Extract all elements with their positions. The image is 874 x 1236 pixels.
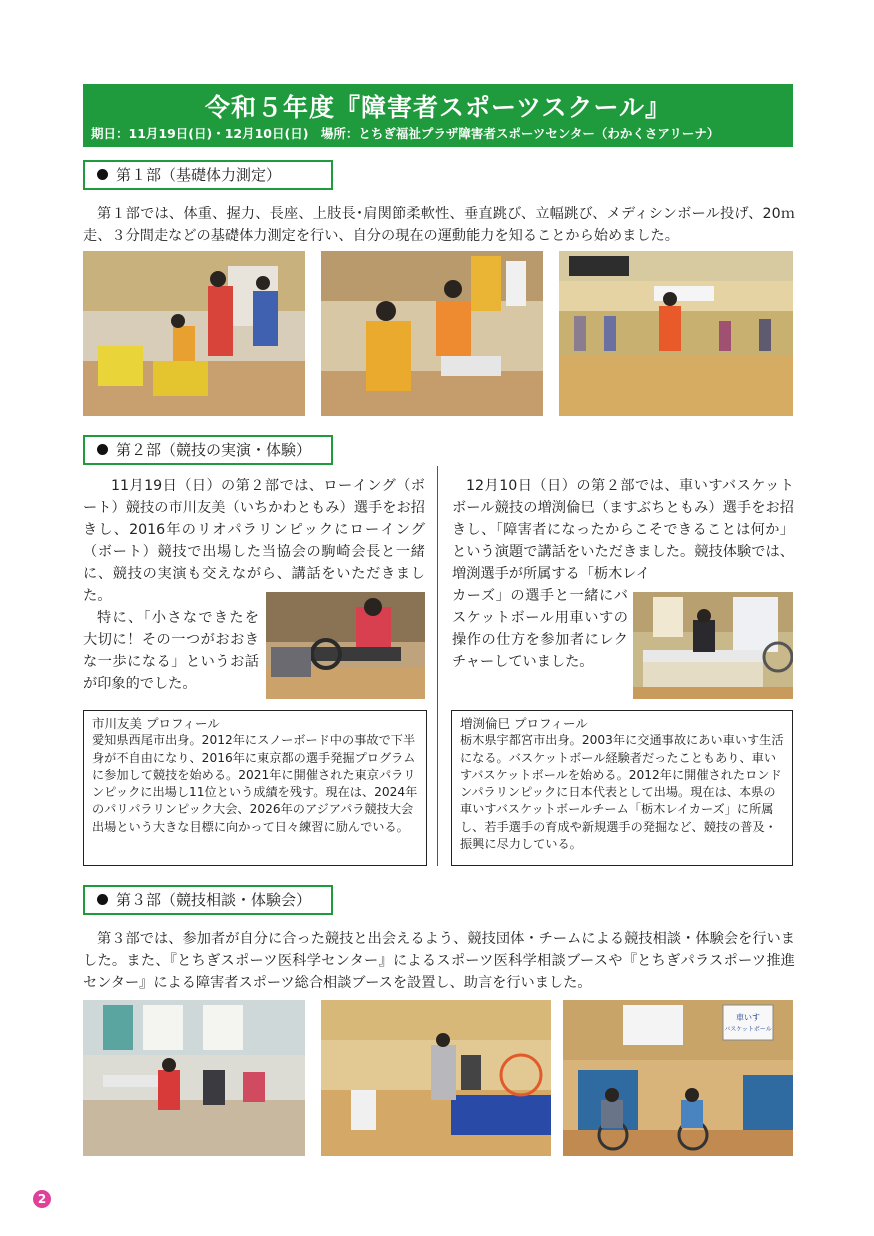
page-number-badge: 2 [33, 1190, 51, 1208]
section1-heading: 第１部（基礎体力測定） [83, 160, 333, 190]
profile-title: 増渕倫巳 プロフィール [460, 716, 588, 731]
photo-fitness-test-1 [83, 251, 305, 416]
bullet-icon [97, 894, 108, 905]
photo-rowing-demo [266, 592, 425, 699]
section2-left-text2: 特に、「小さなできたを大切に！その一つがおおきな一歩になる」というお話が印象的でした。 [83, 610, 259, 692]
photo-fitness-test-2 [321, 251, 543, 416]
section2-heading: 第２部（競技の実演・体験） [83, 435, 333, 465]
profile-body: 栃木県宇都宮市出身。2003年に交通事故にあい車いす生活になる。バスケットボール経験者だったこともあり、車いすバスケットボールを始める。2012年に開催されたロンドンパラリンピックに日本代表として出場。現在は、本県の車いすバスケットボールチーム「栃木レイカーズ」に所属し、若手選手の育成や新規選手の発掘など、競技の普及・振興に尽力している。 [460, 733, 784, 852]
photo-experience-session [321, 1000, 551, 1156]
bullet-icon [97, 444, 108, 455]
profile-body: 愛知県西尾市出身。2012年にスノーボード中の事故で下半身が不自由になり、2016年に東京都の選手発掘プログラムに参加して競技を始める。2021年に開催された東京パラリンピックに出場し11位という成績を残す。現在は、2024年のパリパラリンピック大会、2026年のアジアパラ競技大会出場という大きな目標に向かって日々練習に励んでいる。 [92, 733, 418, 834]
section2-right-text1: 12月10日（日）の第２部では、車いすバスケットボール競技の増渕倫巳（ますぶちともみ）選手をお招きし、「障害者になったからこそできることは何か」という演題で講話をいただきました。競技体験では、増渕選手が所属する「栃木レイ [452, 478, 794, 582]
page-title: 令和５年度『障害者スポーツスクール』 [204, 93, 671, 122]
photo-wheelchair-basketball [563, 1000, 793, 1156]
section2-left-text1: 11月19日（日）の第２部では、ローイング（ボート）競技の市川友美（いちかわともみ）選手をお招きし、2016年のリオパラリンピックにローイング（ボート）競技で出場した当協会の駒崎会長と一緒に、競技の実演も交えながら、講話をいただきました。 [83, 478, 425, 604]
section2-right-text2: カーズ」の選手と一緒にバスケットボール用車いすの操作の仕方を参加者にレクチャーしていました。 [452, 588, 628, 670]
profile-box-ichikawa [83, 710, 427, 866]
event-date-place: 期日：11月19日(日)・12月10日(日) 場所：とちぎ福祉プラザ障害者スポーツセンター（わかくさアリーナ） [91, 126, 720, 141]
photo-basketball-lecture [633, 592, 793, 699]
section3-heading: 第３部（競技相談・体験会） [83, 885, 333, 915]
profile-box-masubuchi [451, 710, 793, 866]
sign-text-2: バスケットボール [724, 1026, 772, 1033]
bullet-icon [97, 169, 108, 180]
photo-fitness-test-3 [559, 251, 793, 416]
photo-consultation-booths [83, 1000, 305, 1156]
section3-text: 第３部では、参加者が自分に合った競技と出会えるよう、競技団体・チームによる競技相談・体験会を行いました。また、『とちぎスポーツ医科学センター』によるスポーツ医科学相談ブースや『とちぎパラスポーツ推進センター』による障害者スポーツ総合相談ブースを設置し、助言を行いました。 [83, 931, 795, 991]
profile-title: 市川友美 プロフィール [92, 716, 220, 731]
sign-text-1: 車いす [736, 1013, 760, 1022]
column-divider [437, 466, 438, 866]
section1-text: 第１部では、体重、握力、長座、上肢長･肩関節柔軟性、垂直跳び、立幅跳び、メディシンボール投げ、20ｍ走、３分間走などの基礎体力測定を行い、自分の現在の運動能力を知ることから始めました。 [83, 206, 795, 244]
title-banner [83, 84, 793, 147]
